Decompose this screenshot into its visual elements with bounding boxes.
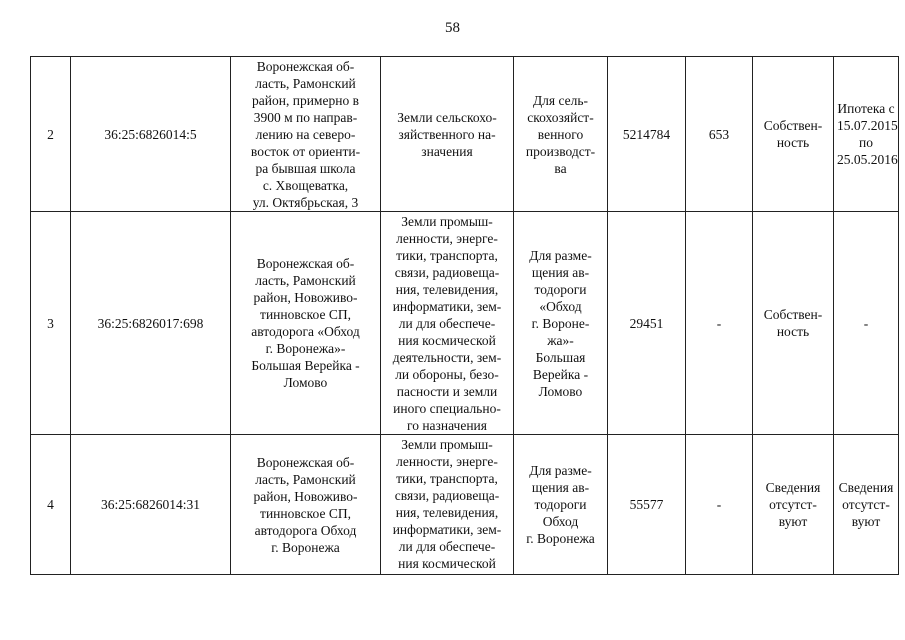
row-number-cell: 3 (31, 212, 71, 435)
row-number-cell: 4 (31, 435, 71, 575)
area-cell: 5214784 (608, 57, 686, 212)
right-type-cell: Собствен- ность (753, 57, 834, 212)
permitted-use-cell: Для разме- щения ав- тодороги Обход г. Воронежа (514, 435, 608, 575)
value-cell: - (686, 212, 753, 435)
right-type-cell: Собствен- ность (753, 212, 834, 435)
area-cell: 55577 (608, 435, 686, 575)
value-cell: - (686, 435, 753, 575)
encumbrance-cell: Ипотека с 15.07.2015 по 25.05.2016 (834, 57, 899, 212)
permitted-use-cell: Для сель- скохозяйст- венного производст- ва (514, 57, 608, 212)
cadastral-number-cell: 36:25:6826014:31 (71, 435, 231, 575)
table-row (31, 212, 899, 435)
table-row (31, 57, 899, 212)
land-registry-table (30, 56, 899, 575)
address-cell: Воронежская об- ласть, Рамонский район, примерно в 3900 м по направ- лению на северо- восток от ориенти- ра бывшая школа с. Хвощеватка, ул. Октябрьская, 3 (231, 57, 381, 212)
cadastral-number-cell: 36:25:6826014:5 (71, 57, 231, 212)
page-number: 58 (445, 20, 460, 36)
land-category-cell: Земли промыш- ленности, энерге- тики, транспорта, связи, радиовеща- ния, телевидения, информатики, зем- ли для обеспече- ния космической (381, 435, 514, 575)
encumbrance-cell: - (834, 212, 899, 435)
value-cell: 653 (686, 57, 753, 212)
encumbrance-cell: Сведения отсутст- вуют (834, 435, 899, 575)
land-category-cell: Земли промыш- ленности, энерге- тики, транспорта, связи, радиовеща- ния, телевидения, информатики, зем- ли для обеспече- ния космической деятельности, зем- ли обороны, безо- пасности и земли иного специально- го назначения (381, 212, 514, 435)
right-type-cell: Сведения отсутст- вуют (753, 435, 834, 575)
area-cell: 29451 (608, 212, 686, 435)
row-number-cell: 2 (31, 57, 71, 212)
permitted-use-cell: Для разме- щения ав- тодороги «Обход г. Вороне- жа»- Большая Верейка - Ломово (514, 212, 608, 435)
address-cell: Воронежская об- ласть, Рамонский район, Новоживо- тинновское СП, автодорога «Обход г. Воронежа»- Большая Верейка - Ломово (231, 212, 381, 435)
address-cell: Воронежская об- ласть, Рамонский район, Новоживо- тинновское СП, автодорога Обход г. Воронежа (231, 435, 381, 575)
table-row (31, 435, 899, 575)
cadastral-number-cell: 36:25:6826017:698 (71, 212, 231, 435)
land-category-cell: Земли сельскохо- зяйственного на- значения (381, 57, 514, 212)
